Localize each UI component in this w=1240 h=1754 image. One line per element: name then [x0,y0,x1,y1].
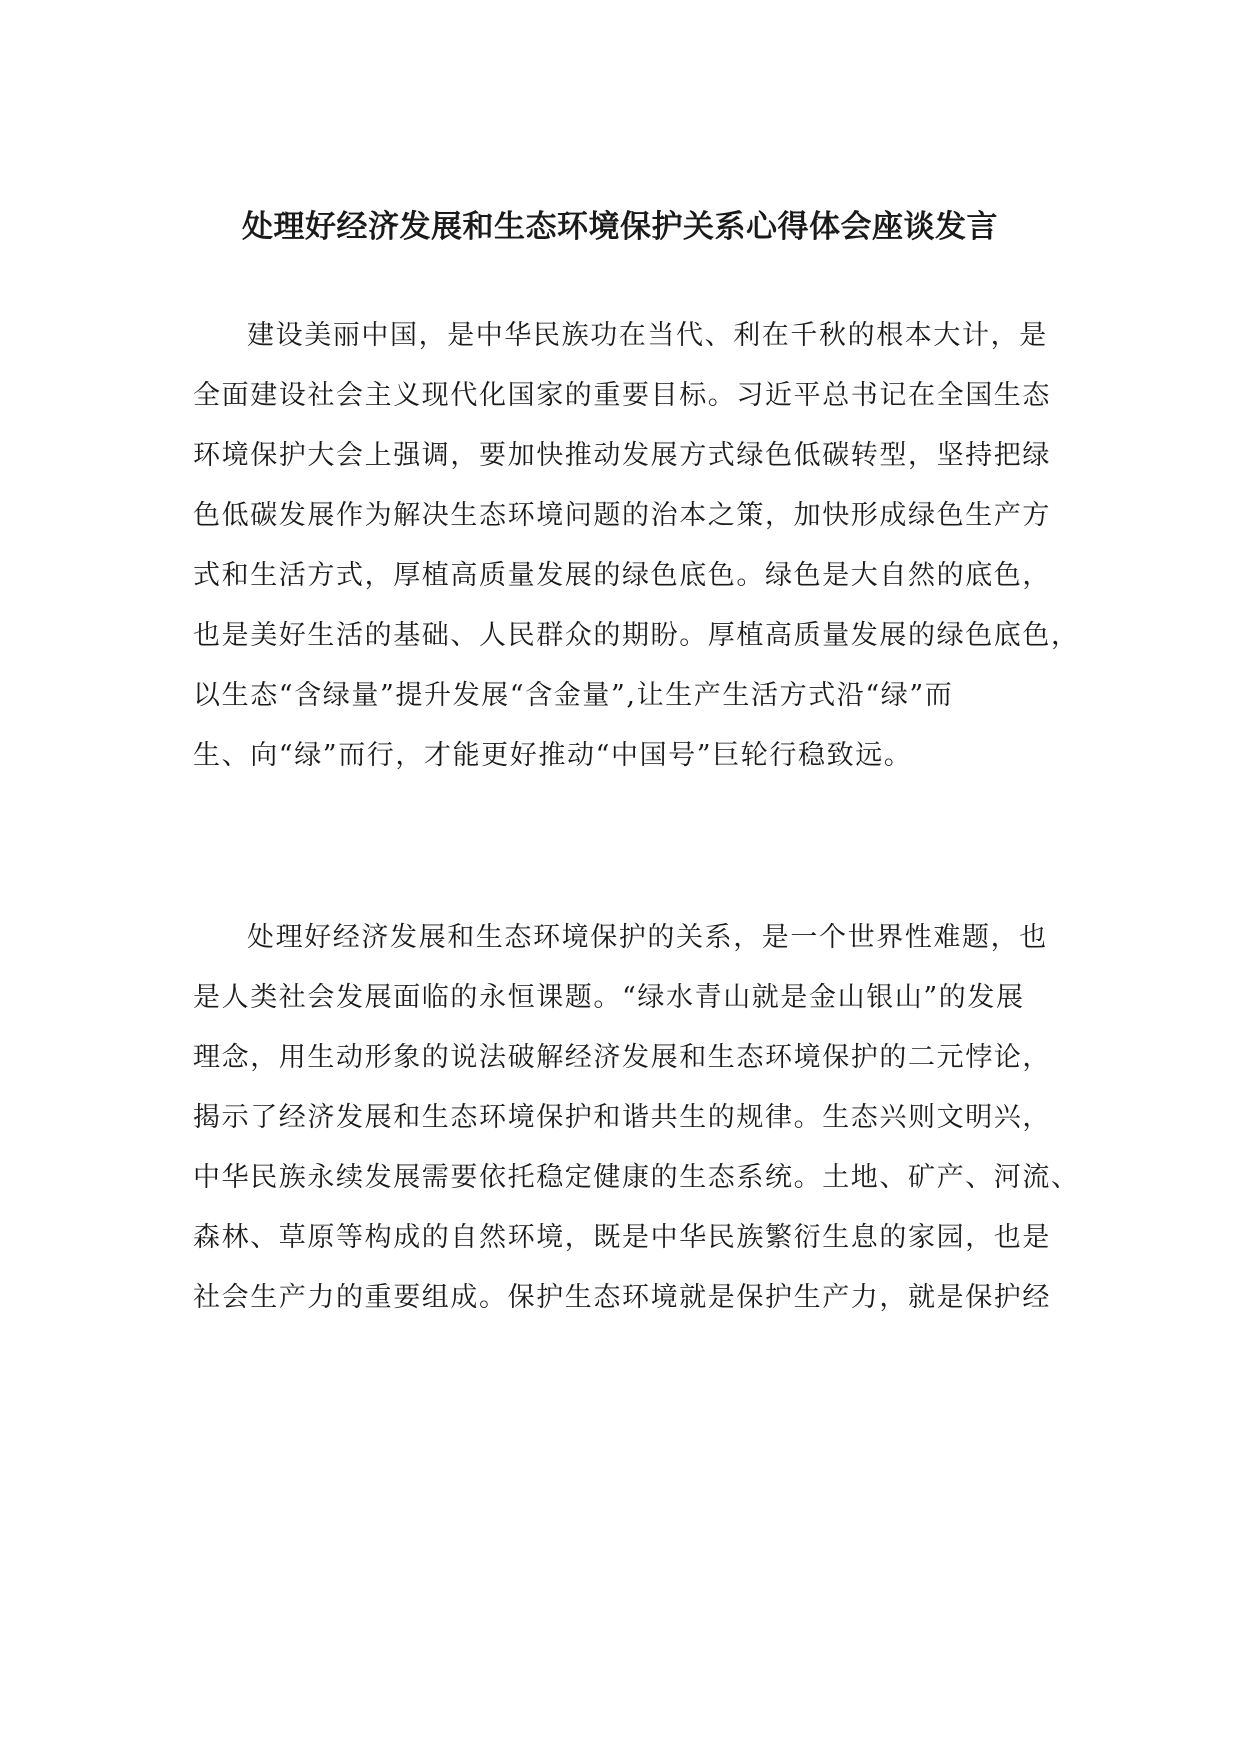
paragraph-line: 式和生活方式，厚植高质量发展的绿色底色。绿色是大自然的底色， [193,560,1051,591]
paragraph-2 [193,908,1080,1328]
paragraph-line: 社会生产力的重要组成。保护生态环境就是保护生产力，就是保护经 [193,1282,1051,1313]
paragraph-line: 中华民族永续发展需要依托稳定健康的生态系统。土地、矿产、河流、 [193,1162,1080,1193]
paragraph-line: 也是美好生活的基础、人民群众的期盼。厚植高质量发展的绿色底色， [193,620,1080,651]
document-title: 处理好经济发展和生态环境保护关系心得体会座谈发言 [242,209,998,245]
paragraph-line: 生、向“绿”而行，才能更好推动“中国号”巨轮行稳致远。 [193,740,913,771]
paragraph-line: 环境保护大会上强调，要加快推动发展方式绿色低碳转型，坚持把绿 [193,440,1051,471]
paragraph-line: 森林、草原等构成的自然环境，既是中华民族繁衍生息的家园，也是 [193,1222,1051,1253]
paragraph-line: 以生态“含绿量”提升发展“含金量”,让生产生活方式沿“绿”而 [193,680,954,711]
paragraph-line: 全面建设社会主义现代化国家的重要目标。习近平总书记在全国生态 [193,380,1051,411]
paragraph-line: 建设美丽中国，是中华民族功在当代、利在千秋的根本大计，是 [247,320,1048,351]
paragraph-line: 色低碳发展作为解决生态环境问题的治本之策，加快形成绿色生产方 [193,500,1051,531]
paragraph-line: 揭示了经济发展和生态环境保护和谐共生的规律。生态兴则文明兴， [193,1102,1051,1133]
paragraph-line: 理念，用生动形象的说法破解经济发展和生态环境保护的二元悖论， [193,1042,1051,1073]
paragraph-1 [193,306,1080,786]
paragraph-line: 是人类社会发展面临的永恒课题。“绿水青山就是金山银山”的发展 [193,982,1025,1013]
paragraph-line: 处理好经济发展和生态环境保护的关系，是一个世界性难题，也 [247,922,1048,953]
